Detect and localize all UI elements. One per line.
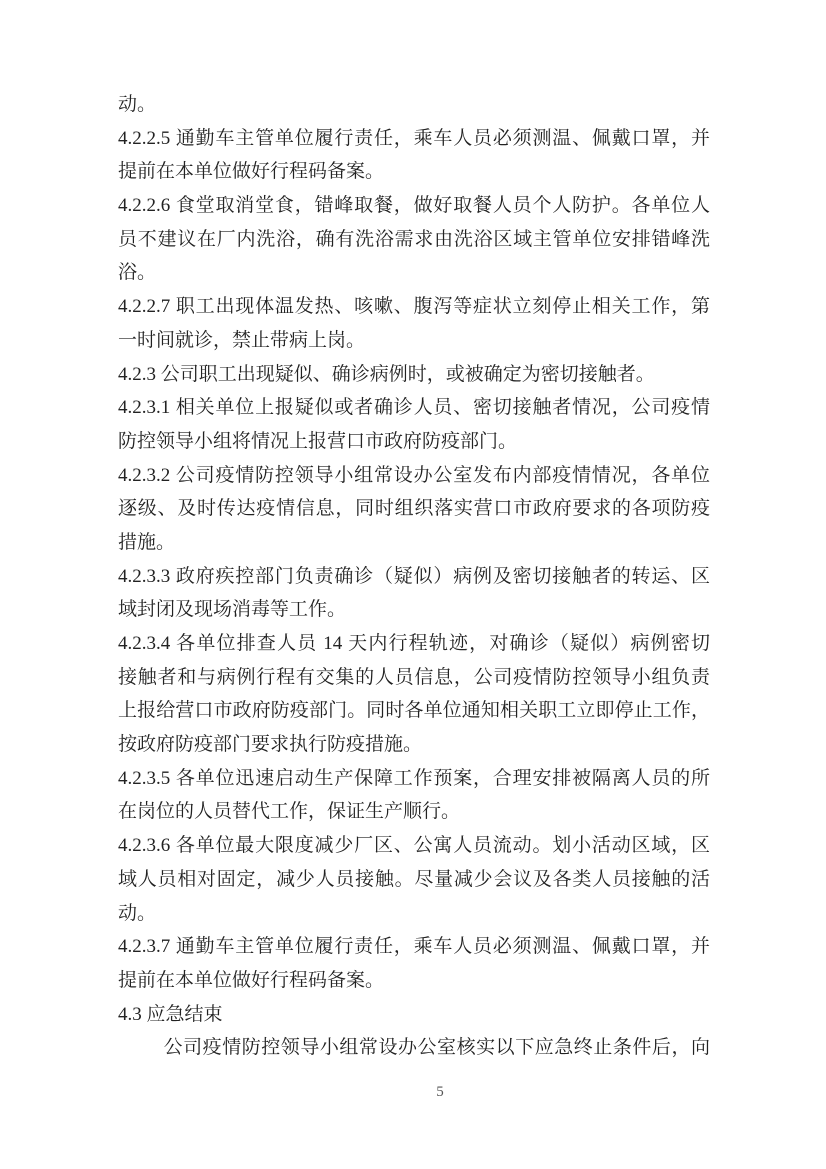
text-line: 员不建议在厂内洗浴，确有洗浴需求由洗浴区域主管单位安排错峰洗 xyxy=(118,228,710,250)
text-line: 4.2.2.6 食堂取消堂食，错峰取餐，做好取餐人员个人防护。各单位人 xyxy=(118,195,710,217)
text-line: 措施。 xyxy=(118,531,176,553)
text-line: 域封闭及现场消毒等工作。 xyxy=(118,599,347,621)
text-line: 4.2.2.5 通勤车主管单位履行责任，乘车人员必须测温、佩戴口罩，并 xyxy=(118,127,710,149)
page-number: 5 xyxy=(436,1084,444,1100)
document-body xyxy=(118,88,710,1065)
text-line: 动。 xyxy=(118,902,157,924)
text-line: 4.2.3.5 各单位迅速启动生产保障工作预案，合理安排被隔离人员的所 xyxy=(118,767,710,789)
text-line: 接触者和与病例行程有交集的人员信息，公司疫情防控领导小组负责 xyxy=(118,666,710,688)
text-line: 在岗位的人员替代工作，保证生产顺行。 xyxy=(118,801,461,823)
text-line: 4.2.3.4 各单位排查人员 14 天内行程轨迹，对确诊（疑似）病例密切 xyxy=(118,633,710,654)
text-line: 4.2.3.7 通勤车主管单位履行责任，乘车人员必须测温、佩戴口罩，并 xyxy=(118,936,710,958)
text-line: 4.2.3.2 公司疫情防控领导小组常设办公室发布内部疫情情况，各单位 xyxy=(118,464,710,486)
text-line: 按政府防疫部门要求执行防疫措施。 xyxy=(118,734,423,756)
text-line: 域人员相对固定，减少人员接触。尽量减少会议及各类人员接触的活 xyxy=(118,868,710,890)
text-line: 防控领导小组将情况上报营口市政府防疫部门。 xyxy=(118,430,518,452)
text-line: 4.2.3.3 政府疾控部门负责确诊（疑似）病例及密切接触者的转运、区 xyxy=(118,565,710,587)
text-line: 公司疫情防控领导小组常设办公室核实以下应急终止条件后，向 xyxy=(163,1037,710,1059)
text-line: 浴。 xyxy=(118,262,157,284)
text-line: 4.3 应急结束 xyxy=(118,1003,223,1025)
text-line: 一时间就诊，禁止带病上岗。 xyxy=(118,329,366,351)
text-line: 提前在本单位做好行程码备案。 xyxy=(118,969,385,991)
text-line: 4.2.3.6 各单位最大限度减少厂区、公寓人员流动。划小活动区域，区 xyxy=(118,835,710,857)
text-line: 4.2.3 公司职工出现疑似、确诊病例时，或被确定为密切接触者。 xyxy=(118,363,655,385)
text-line: 逐级、及时传达疫情信息，同时组织落实营口市政府要求的各项防疫 xyxy=(118,498,710,520)
text-line: 提前在本单位做好行程码备案。 xyxy=(118,161,385,183)
text-line: 动。 xyxy=(118,94,157,115)
text-line: 4.2.3.1 相关单位上报疑似或者确诊人员、密切接触者情况，公司疫情 xyxy=(118,397,710,419)
text-line: 上报给营口市政府防疫部门。同时各单位通知相关职工立即停止工作， xyxy=(118,700,710,722)
text-line: 4.2.2.7 职工出现体温发热、咳嗽、腹泻等症状立刻停止相关工作，第 xyxy=(118,296,710,318)
